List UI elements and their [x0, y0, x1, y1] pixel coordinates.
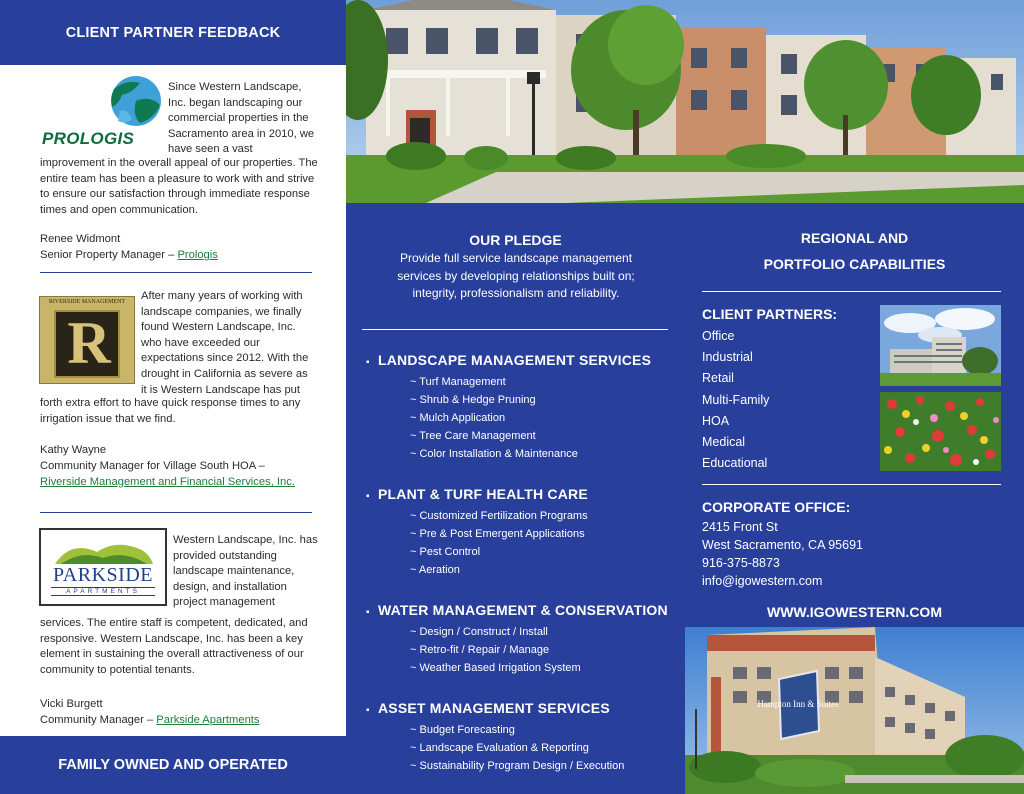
list-item: Retail	[702, 371, 734, 386]
divider	[40, 512, 312, 513]
capabilities-title-2: PORTFOLIO CAPABILITIES	[763, 256, 946, 272]
corporate-office-title: CORPORATE OFFICE:	[702, 499, 851, 515]
list-item: ~ Mulch Application	[410, 409, 578, 427]
riverside-link[interactable]: Riverside Management and Financial Services, Inc.	[40, 476, 295, 488]
feedback-column	[0, 65, 346, 736]
list-item: ~ Pest Control	[410, 543, 588, 561]
hotel-photo	[685, 627, 1024, 794]
list-item: ~ Retro-fit / Repair / Manage	[410, 641, 581, 659]
list-item: Office	[702, 329, 735, 343]
testimonial-2-name: Kathy Wayne	[40, 444, 107, 456]
pledge-text: Provide full service landscape management services by developing relationships built on; integrity, professionalism and reliability.	[397, 251, 635, 300]
testimonial-2-text-wrapped: After many years of working with landscape companies, we finally found Western Landscape, Inc. who have exceeded our expectations since 2012. With the drought in California as severe as it is Western Landscape has put	[141, 290, 309, 396]
testimonial-1-text: improvement in the overall appeal of our properties. The entire team has been a pleasure to work with and strive to ensure our satisfaction through immediate response times and open communication.	[40, 157, 318, 216]
prologis-wordmark: PROLOGIS	[42, 129, 135, 148]
parkside-logo: PARKSIDE APARTMENTS	[39, 528, 167, 606]
testimonial-1-role: Senior Property Manager – Prologis	[40, 249, 218, 261]
list-item: ~ Sustainability Program Design / Execution	[410, 757, 624, 775]
testimonial-3-name: Vicki Burgett	[40, 698, 103, 710]
address-line-2: West Sacramento, CA 95691	[702, 538, 863, 552]
client-feedback-header: CLIENT PARTNER FEEDBACK	[0, 0, 346, 65]
testimonial-1-text-wrapped: Since Western Landscape, Inc. began landscaping our commercial properties in the Sacramento area in 2010, we have seen a vast	[168, 81, 315, 156]
flowers-photo	[880, 392, 1001, 471]
testimonial-3-role: Community Manager – Parkside Apartments	[40, 714, 260, 726]
capabilities-column	[685, 203, 1024, 627]
prologis-logo	[40, 75, 164, 151]
landscape-services-list	[410, 373, 578, 463]
family-owned-footer: FAMILY OWNED AND OPERATED	[0, 736, 346, 794]
townhouse-photo	[346, 0, 1024, 203]
testimonial-3-text: services. The entire staff is competent, dedicated, and responsive. Western Landscape, Inc. has been a key element in sustaining the overall attractiveness of our community to potential tenants.	[40, 617, 308, 676]
plant-turf-heading: ▪ PLANT & TURF HEALTH CARE	[366, 486, 588, 502]
services-column	[346, 203, 685, 794]
testimonial-2-role: Community Manager for Village South HOA –	[40, 460, 265, 472]
testimonial-2-text: forth extra effort to have quick response times to any irrigation issue that we find.	[40, 397, 301, 425]
water-management-list	[410, 623, 581, 677]
phone-number: 916-375-8873	[702, 556, 780, 570]
list-item: ~ Pre & Post Emergent Applications	[410, 525, 588, 543]
asset-management-heading: ▪ ASSET MANAGEMENT SERVICES	[366, 700, 610, 716]
client-partners-list	[702, 326, 769, 474]
capabilities-title-1: REGIONAL AND	[800, 230, 909, 246]
list-item: ~ Tree Care Management	[410, 427, 578, 445]
list-item: Multi-Family	[702, 392, 770, 407]
asset-management-list	[410, 721, 624, 775]
parkside-link[interactable]: Parkside Apartments	[156, 714, 260, 726]
list-item: ~ Color Installation & Maintenance	[410, 445, 578, 463]
testimonial-2-company	[40, 475, 295, 491]
list-item: Medical	[702, 435, 746, 450]
address-line-1: 2415 Front St	[702, 520, 778, 534]
list-item: Educational	[702, 456, 768, 471]
plant-turf-list	[410, 507, 588, 579]
landscape-services-heading: ▪ LANDSCAPE MANAGEMENT SERVICES	[366, 352, 652, 368]
testimonial-3-text-wrapped: Western Landscape, Inc. has provided outstanding landscape maintenance, design, and installation project management	[173, 534, 318, 609]
divider	[40, 272, 312, 273]
list-item: ~ Design / Construct / Install	[410, 623, 581, 641]
list-item: ~ Turf Management	[410, 373, 578, 391]
riverside-logo: RIVERSIDE MANAGEMENT R	[39, 296, 135, 384]
water-management-heading: ▪ WATER MANAGEMENT & CONSERVATION	[366, 602, 668, 618]
testimonial-1-name: Renee Widmont	[40, 233, 121, 245]
riverside-letter: R	[67, 310, 111, 376]
email-address[interactable]: info@igowestern.com	[702, 574, 823, 588]
list-item: ~ Customized Fertilization Programs	[410, 507, 588, 525]
divider	[362, 329, 668, 330]
website-link[interactable]: WWW.IGOWESTERN.COM	[767, 604, 942, 620]
prologis-link[interactable]: Prologis	[177, 249, 218, 261]
hills-icon	[41, 534, 165, 568]
office-building-photo	[880, 305, 1001, 386]
divider	[702, 291, 1001, 292]
hotel-sign-text: Hampton Inn & Suites	[757, 699, 839, 709]
list-item: ~ Shrub & Hedge Pruning	[410, 391, 578, 409]
client-partners-title: CLIENT PARTNERS:	[702, 306, 838, 322]
list-item: Industrial	[702, 350, 753, 365]
list-item: HOA	[702, 413, 730, 428]
list-item: ~ Weather Based Irrigation System	[410, 659, 581, 677]
list-item: ~ Budget Forecasting	[410, 721, 624, 739]
pledge-title: OUR PLEDGE	[469, 232, 562, 248]
divider	[702, 484, 1001, 485]
list-item: ~ Aeration	[410, 561, 588, 579]
list-item: ~ Landscape Evaluation & Reporting	[410, 739, 624, 757]
